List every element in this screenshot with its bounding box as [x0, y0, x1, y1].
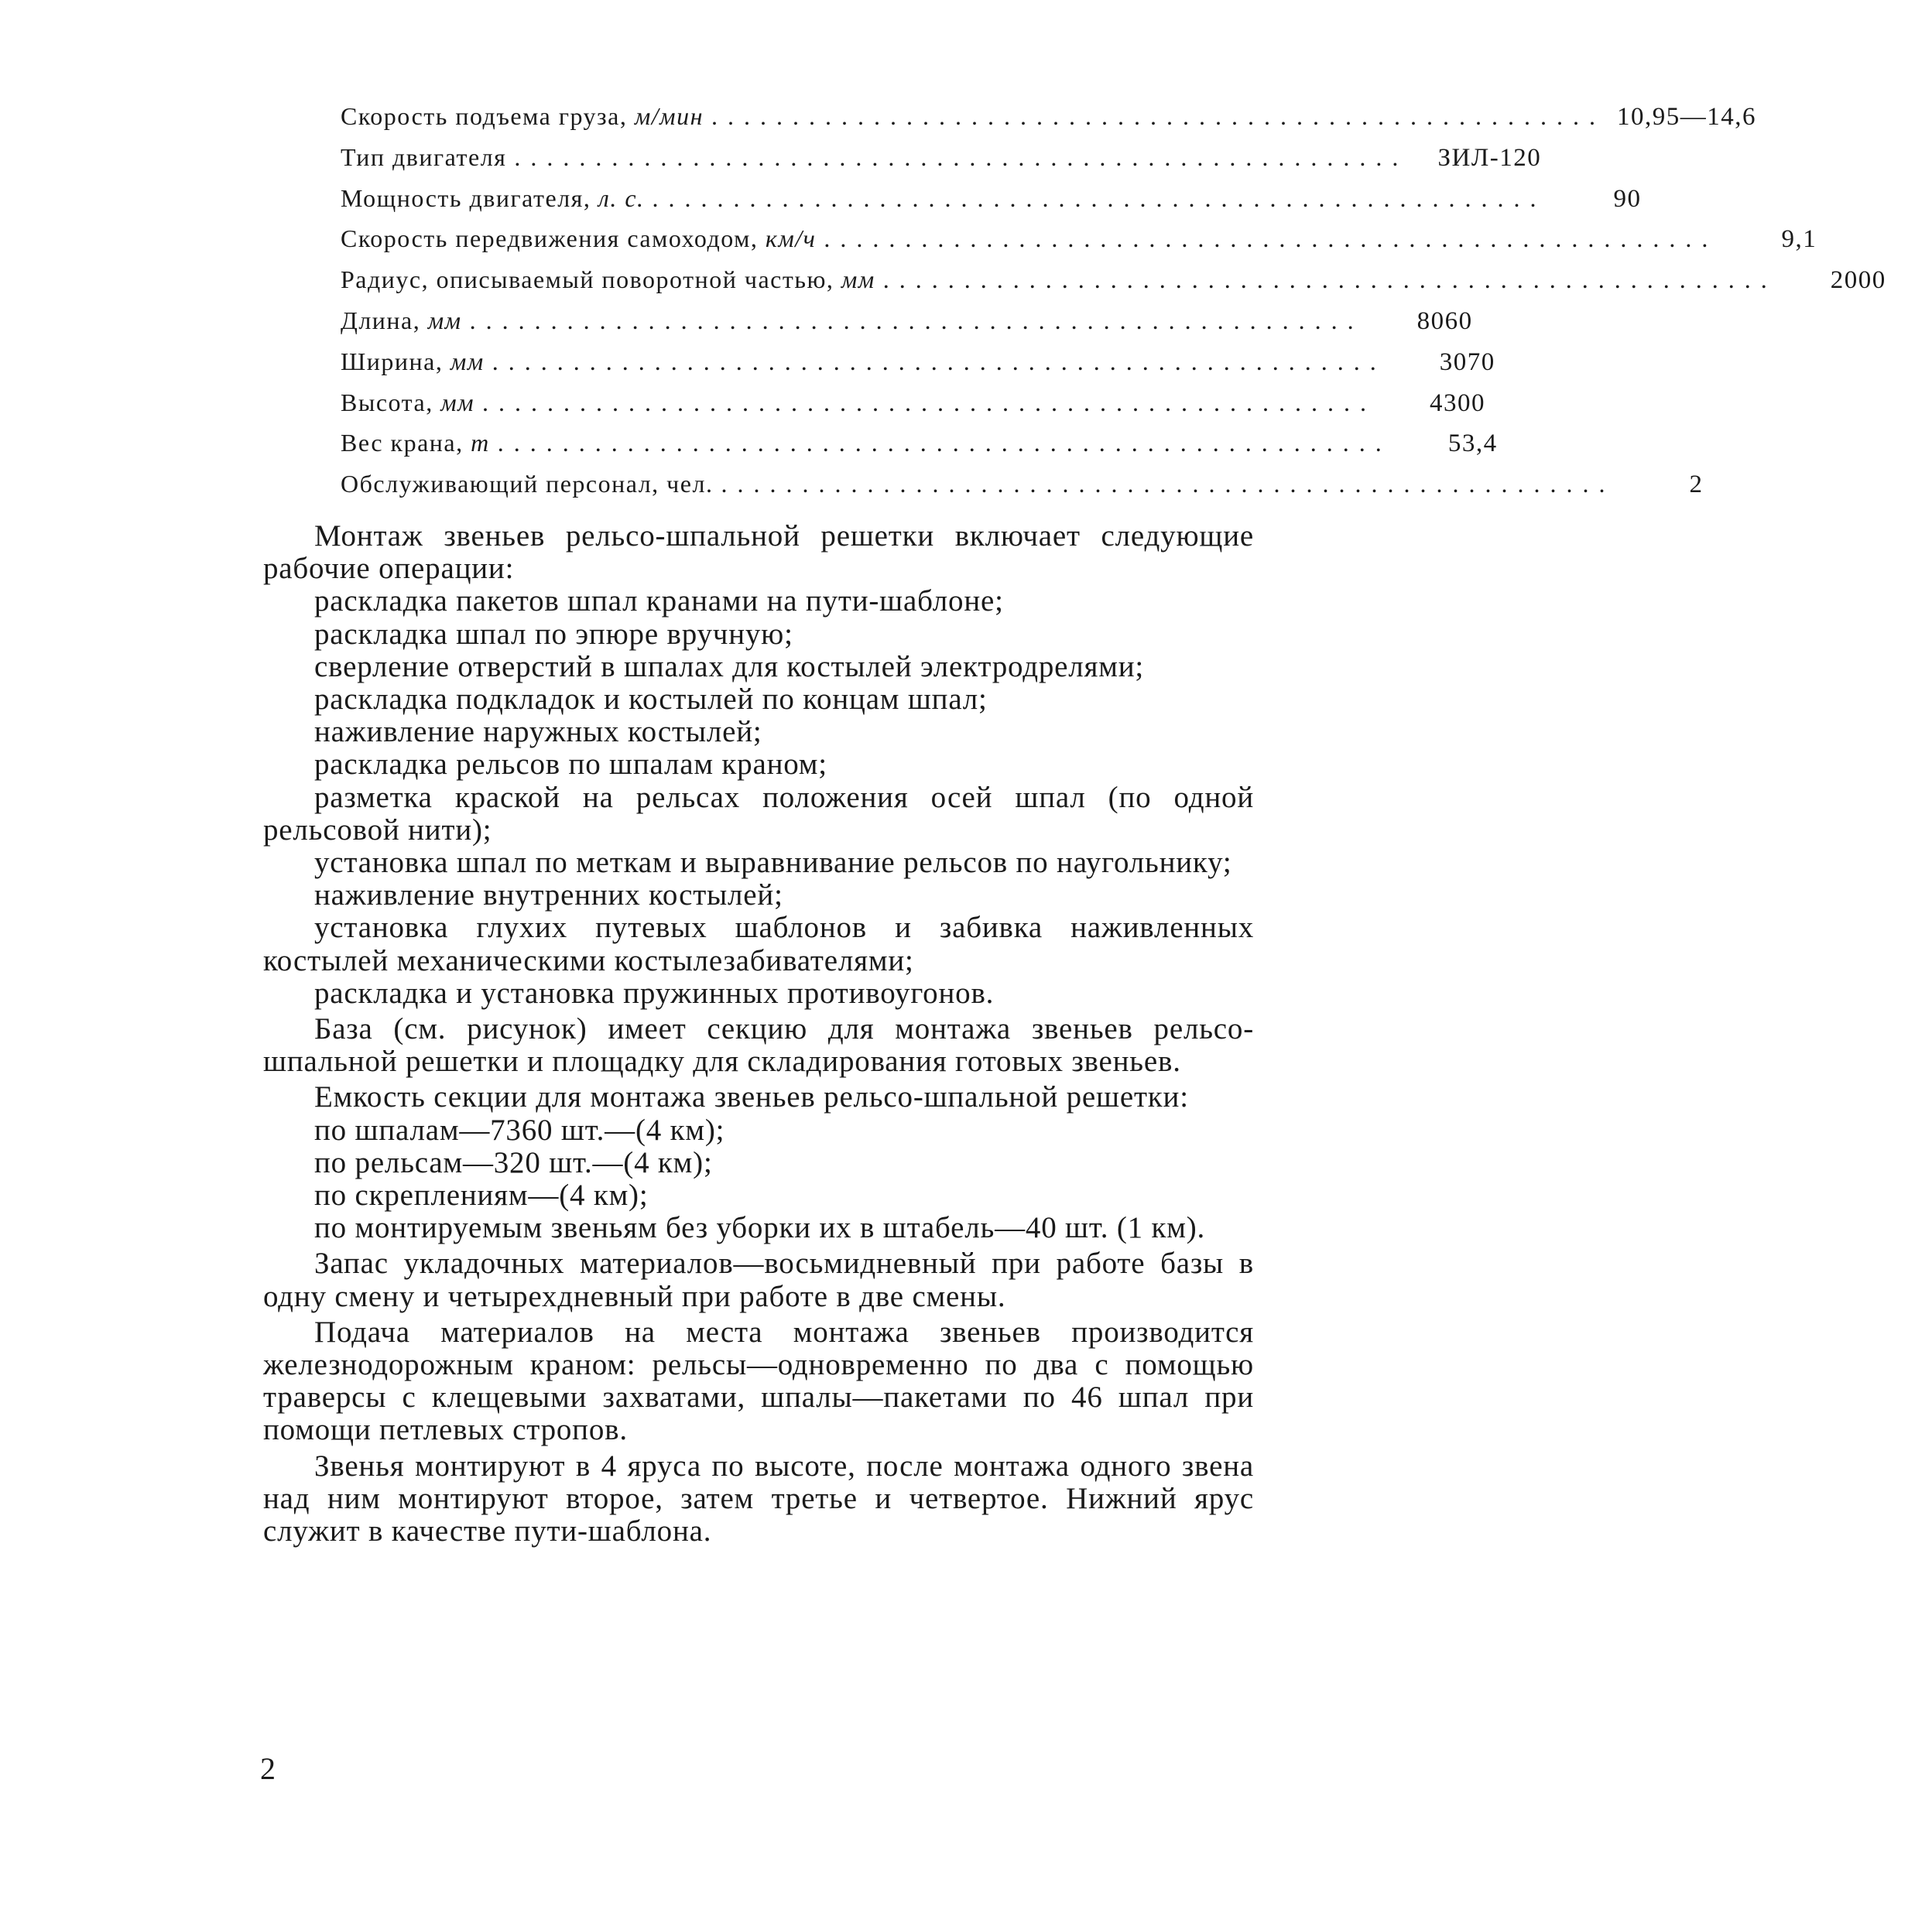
- list-item: по шпалам—7360 шт.—(4 км);: [314, 1113, 725, 1147]
- spec-value: 4300: [1430, 388, 1486, 417]
- spec-row: [341, 102, 1756, 143]
- list-item: сверление отверстий в шпалах для костылей электродрелями;: [314, 649, 1145, 683]
- paragraph: База (см. рисунок) имеет секцию для монтажа звеньев рельсо-шпальной решетки и площадку для складирования готовых звеньев.: [263, 1012, 1254, 1079]
- spec-row: [341, 224, 1817, 265]
- spec-name: Радиус, описываемый поворотной частью,: [341, 265, 834, 294]
- spec-unit: мм: [450, 347, 485, 375]
- spec-name: Скорость подъема груза,: [341, 102, 628, 130]
- list-item: по монтируемым звеньям без уборки их в штабель—40 шт. (1 км).: [314, 1211, 1206, 1245]
- spec-unit: л. с.: [598, 183, 645, 212]
- dot-leader: .......................................................: [711, 102, 1605, 130]
- dot-leader: .......................................................: [469, 306, 1364, 334]
- list-item: по рельсам—320 шт.—(4 км);: [314, 1145, 713, 1179]
- spec-unit: м/мин: [634, 102, 704, 130]
- spec-value: 2000: [1830, 266, 1886, 295]
- paragraph: Емкость секции для монтажа звеньев рельсо-шпальной решетки:: [314, 1080, 1189, 1114]
- spec-name: Ширина,: [341, 347, 444, 375]
- spec-row: [341, 142, 1542, 184]
- spec-row: [341, 265, 1886, 306]
- spec-row: [341, 183, 1642, 225]
- list-item: раскладка подкладок и костылей по концам шпал;: [314, 683, 988, 717]
- list-item: наживление внутренних костылей;: [314, 878, 783, 912]
- list-item: установка глухих путевых шаблонов и забивка наживленных костылей механическими костылезабивателями;: [263, 911, 1254, 977]
- dot-leader: .......................................................: [482, 388, 1377, 416]
- list-item: раскладка рельсов по шпалам краном;: [314, 748, 827, 782]
- spec-name: Скорость передвижения самоходом,: [341, 224, 759, 253]
- specifications-table: [341, 102, 1886, 511]
- list-item: наживление наружных костылей;: [314, 715, 762, 749]
- spec-unit: т: [471, 429, 490, 457]
- dot-leader: .......................................................: [652, 183, 1547, 212]
- spec-value: 8060: [1416, 306, 1473, 335]
- list-item: раскладка шпал по эпюре вручную;: [314, 617, 793, 651]
- spec-row: [341, 429, 1498, 470]
- spec-name: Обслуживающий персонал, чел.: [341, 470, 714, 498]
- spec-value: 2: [1689, 470, 1704, 499]
- list-item: установка шпал по меткам и выравнивание рельсов по наугольнику;: [314, 846, 1232, 880]
- page-number: 2: [260, 1751, 276, 1786]
- spec-row: [341, 347, 1495, 388]
- spec-name: Высота,: [341, 388, 433, 416]
- paragraph: Звенья монтируют в 4 яруса по высоте, после монтажа одного звена над ним монтируют второе, затем третье и четвертое. Нижний ярус служит в качестве пути-шаблона.: [263, 1449, 1254, 1548]
- body-text: [263, 520, 1254, 1548]
- spec-value: 3070: [1439, 347, 1495, 376]
- spec-unit: мм: [841, 265, 875, 294]
- dot-leader: .......................................................: [721, 470, 1615, 498]
- paragraph: Монтаж звеньев рельсо-шпальной решетки включает следующие рабочие операции:: [263, 519, 1254, 586]
- dot-leader: .......................................................: [882, 265, 1777, 294]
- paragraph: Подача материалов на места монтажа звеньев производится железнодорожным краном: рельсы—одновременно по два с помощью траверсы с клещевыми захватами, шпалы—пакетами по 46 шпал при помощи петлевых стропов.: [263, 1315, 1254, 1447]
- spec-value: ЗИЛ-120: [1437, 143, 1542, 172]
- spec-name: Тип двигателя: [341, 142, 507, 171]
- spec-value: 9,1: [1781, 225, 1817, 254]
- dot-leader: .......................................................: [514, 142, 1409, 171]
- spec-name: Вес крана,: [341, 429, 464, 457]
- spec-row: [341, 388, 1486, 429]
- spec-unit: км/ч: [765, 224, 817, 253]
- spec-value: 53,4: [1447, 429, 1498, 458]
- spec-name: Мощность двигателя,: [341, 183, 591, 212]
- list-item: раскладка и установка пружинных противоугонов.: [314, 976, 995, 1010]
- spec-unit: мм: [427, 306, 462, 334]
- dot-leader: .......................................................: [824, 224, 1718, 253]
- spec-name: Длина,: [341, 306, 421, 334]
- spec-value: 90: [1613, 184, 1642, 213]
- list-item: по скреплениям—(4 км);: [314, 1179, 649, 1213]
- dot-leader: .......................................................: [492, 347, 1386, 375]
- spec-unit: мм: [440, 388, 475, 416]
- spec-value: 10,95—14,6: [1616, 103, 1756, 131]
- list-item: раскладка пакетов шпал кранами на пути-шаблоне;: [314, 584, 1004, 618]
- paragraph: Запас укладочных материалов—восьмидневный при работе базы в одну смену и четырехдневный при работе в две смены.: [263, 1247, 1254, 1313]
- list-item: разметка краской на рельсах положения осей шпал (по одной рельсовой нити);: [263, 780, 1254, 847]
- spec-row: [341, 306, 1473, 347]
- spec-row: [341, 470, 1704, 511]
- dot-leader: .......................................................: [497, 429, 1392, 457]
